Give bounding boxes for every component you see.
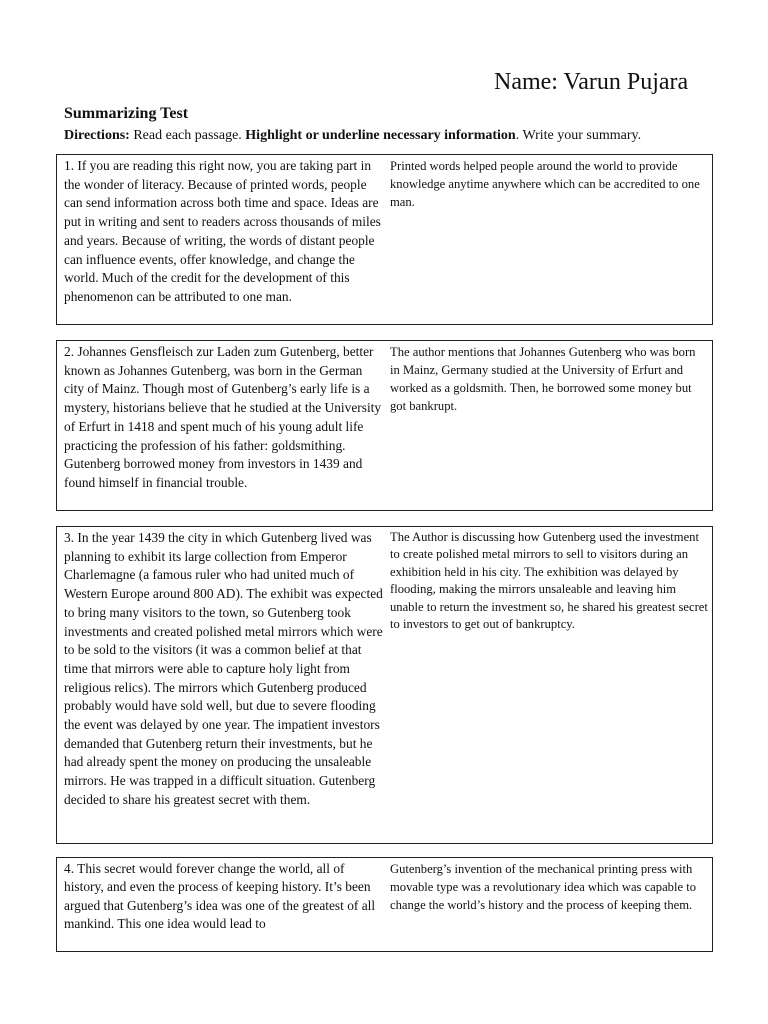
directions bbox=[64, 127, 641, 145]
passage-box-4 bbox=[56, 857, 713, 952]
directions-text-2: . Write your summary. bbox=[515, 128, 642, 143]
student-name: Name: Varun Pujara bbox=[494, 69, 689, 95]
passage-box-2 bbox=[56, 340, 713, 511]
summary-text-3: The Author is discussing how Gutenberg used the investment to create polished metal mirrors to sell to visitors during an exhibition held in his city. The exhibition was delayed by flooding, making the mirrors unsaleable and leaving him unable to return the investment so, he shared his greatest secret to investors to get out of bankruptcy. bbox=[390, 530, 708, 632]
directions-text-1: Read each passage. bbox=[129, 128, 246, 143]
directions-emphasis: Highlight or underline necessary information bbox=[245, 128, 516, 143]
summary-text-1: Printed words helped people around the world to provide knowledge anytime anywhere which can be accredited to one man. bbox=[390, 159, 700, 209]
passage-text-2: 2. Johannes Gensfleisch zur Laden zum Gutenberg, better known as Johannes Gutenberg, was born in the German city of Mainz. Though most of Gutenberg’s early life is a mystery, historians believe that he studied at the University of Erfurt in 1418 and spent much of his young adult life practicing the profession of his father: goldsmithing. Gutenberg borrowed money from investors in 1439 and found himself in financial trouble. bbox=[64, 344, 382, 490]
summary-text-4: Gutenberg’s invention of the mechanical printing press with movable type was a revolutionary idea which was capable to change the world’s history and the process of keeping them. bbox=[390, 862, 696, 912]
passage-text-1: 1. If you are reading this right now, you are taking part in the wonder of literacy. Because of printed words, people can send information across both time and space. Ideas are put in writing and sent to readers across thousands of miles and years. Because of writing, the words of distant people can influence events, offer knowledge, and change the world. Much of the credit for the development of this phenomenon can be attributed to one man. bbox=[64, 158, 381, 304]
passage-text-3: 3. In the year 1439 the city in which Gutenberg lived was planning to exhibit its large collection from Emperor Charlemagne (a famous ruler who had united much of Western Europe around 800 AD). The exhibit was expected to bring many visitors to the town, so Gutenberg took investments and created polished metal mirrors which were to be sold to the visitors (it was a common belief at that time that mirrors were able to capture holy light from religious relics). The mirrors which Gutenberg produced probably would have sold well, but due to severe flooding the event was delayed by one year. The impatient investors demanded that Gutenberg return their investments, but he had already spent the money on producing the unsaleable mirrors. He was trapped in a difficult situation. Gutenberg decided to share his greatest secret with them. bbox=[64, 530, 383, 807]
directions-label: Directions: bbox=[64, 128, 130, 143]
passage-box-1 bbox=[56, 154, 713, 325]
passage-box-3 bbox=[56, 526, 713, 844]
summary-text-2: The author mentions that Johannes Gutenberg who was born in Mainz, Germany studied at the University of Erfurt and worked as a goldsmith. Then, he borrowed some money but got bankrupt. bbox=[390, 345, 696, 413]
page-title: Summarizing Test bbox=[64, 105, 189, 122]
passage-text-4: 4. This secret would forever change the world, all of history, and even the process of keeping history. It’s been argued that Gutenberg’s idea was one of the greatest of all mankind. This one idea would lead to bbox=[64, 861, 376, 932]
